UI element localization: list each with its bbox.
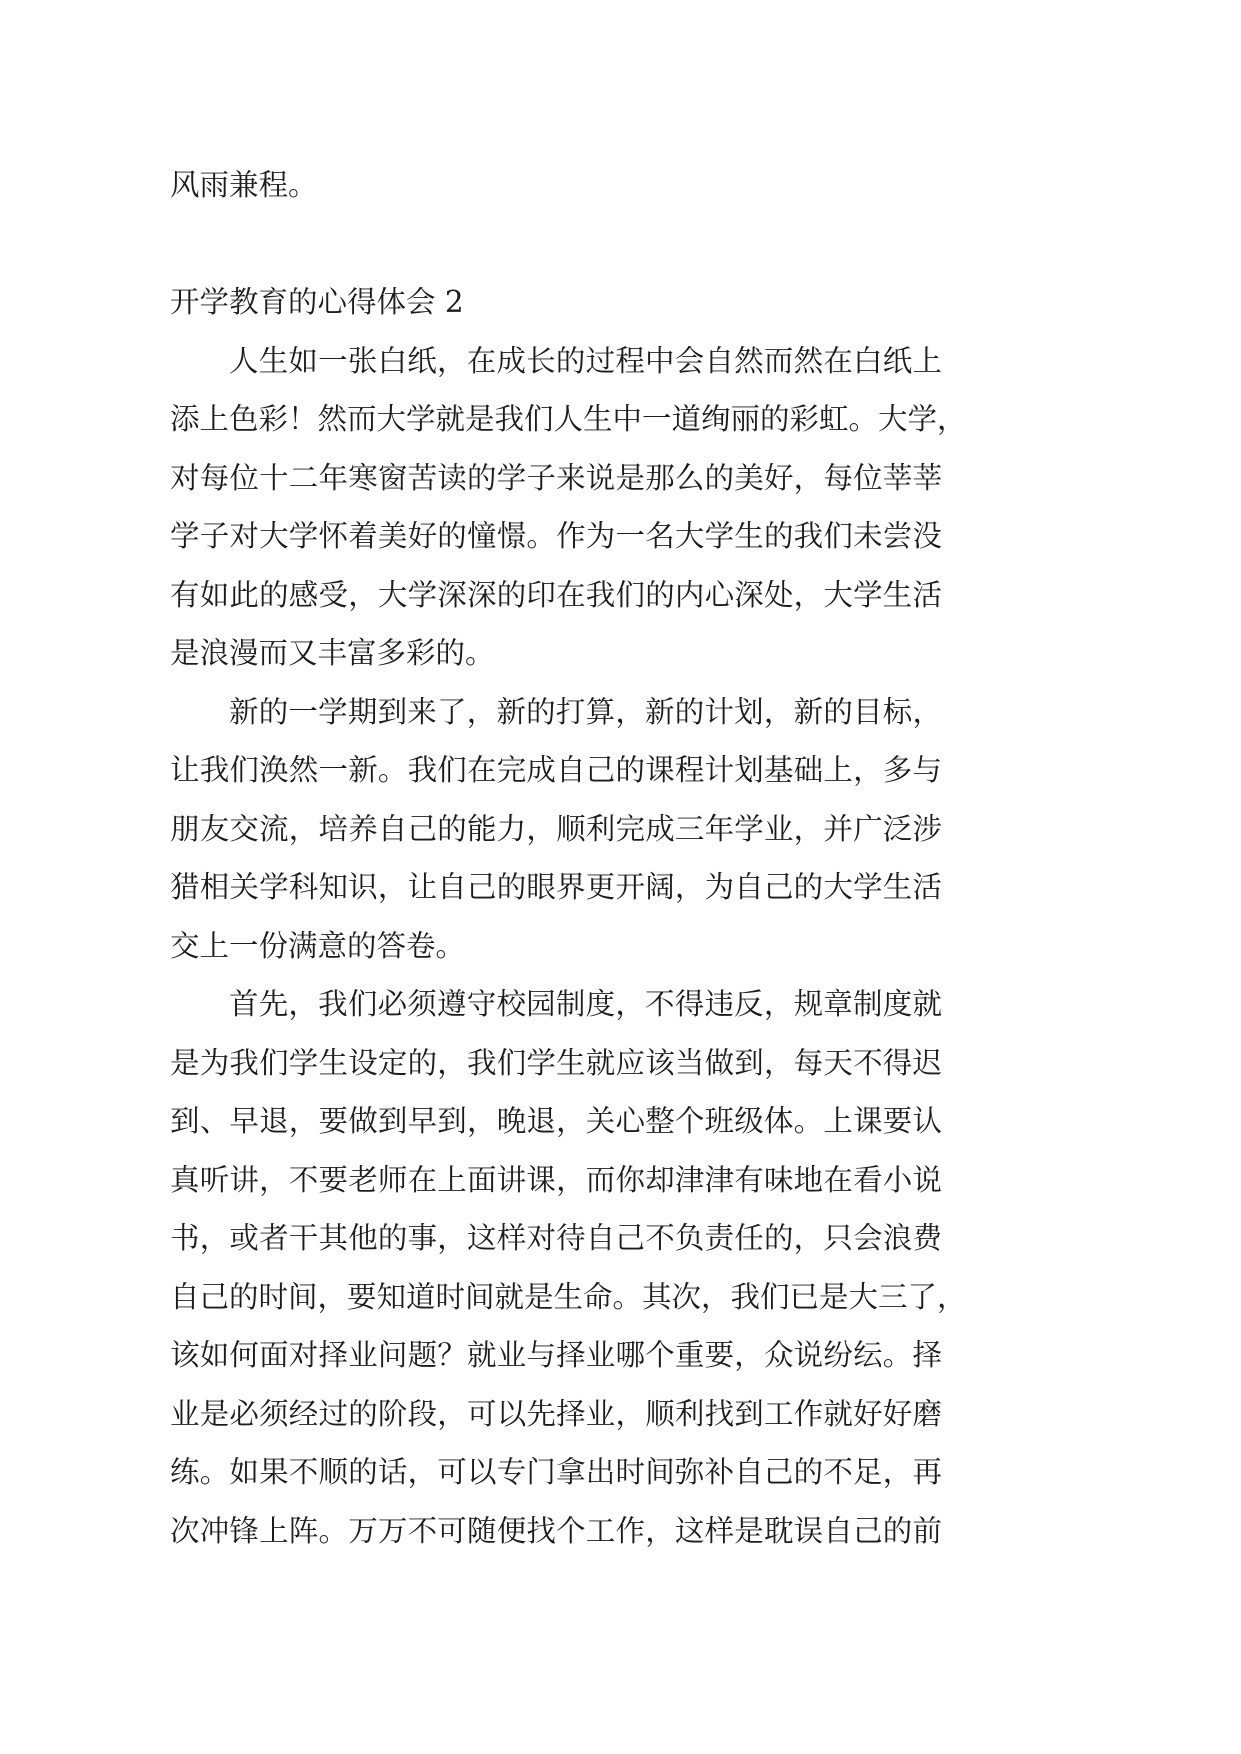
paragraph-line: 业是必须经过的阶段，可以先择业，顺利找到工作就好好磨 — [170, 1396, 942, 1431]
paragraph-line: 猎相关学科知识，让自己的眼界更开阔，为自己的大学生活 — [170, 870, 942, 904]
paragraph-line: 对每位十二年寒窗苦读的学子来说是那么的美好，每位莘莘 — [170, 460, 942, 495]
paragraph-line: 学子对大学怀着美好的憧憬。作为一名大学生的我们未尝没 — [170, 519, 942, 553]
paragraph-line: 次冲锋上阵。万万不可随便找个工作，这样是耽误自己的前 — [170, 1513, 942, 1548]
document-body — [170, 156, 970, 1560]
paragraph-line: 有如此的感受，大学深深的印在我们的内心深处，大学生活 — [170, 577, 942, 612]
paragraph-2 — [170, 683, 970, 976]
blank-line — [170, 215, 970, 274]
continued-text-line: 风雨兼程。 — [170, 168, 318, 202]
paragraph-line: 首先，我们必须遵守校园制度，不得违反，规章制度就 — [229, 987, 942, 1021]
paragraph-line: 是为我们学生设定的，我们学生就应该当做到，每天不得迟 — [170, 1045, 942, 1080]
paragraph-line: 到、早退，要做到早到，晚退，关心整个班级体。上课要认 — [170, 1104, 942, 1138]
paragraph-line: 自己的时间，要知道时间就是生命。其次，我们已是大三了， — [170, 1279, 967, 1314]
paragraph-1 — [170, 332, 970, 683]
paragraph-line: 交上一份满意的答卷。 — [170, 928, 466, 963]
paragraph-line: 让我们涣然一新。我们在完成自己的课程计划基础上，多与 — [170, 753, 942, 787]
paragraph-line: 添上色彩！然而大学就是我们人生中一道绚丽的彩虹。大学， — [170, 402, 967, 436]
paragraph-line: 该如何面对择业问题？就业与择业哪个重要，众说纷纭。择 — [170, 1338, 942, 1372]
paragraph-line: 练。如果不顺的话，可以专门拿出时间弥补自己的不足，再 — [170, 1455, 942, 1489]
paragraph-line: 是浪漫而又丰富多彩的。 — [170, 636, 495, 670]
section-heading: 开学教育的心得体会 2 — [170, 285, 464, 319]
paragraph-line: 真听讲，不要老师在上面讲课，而你却津津有味地在看小说 — [170, 1162, 942, 1197]
paragraph-line: 书，或者干其他的事，这样对待自己不负责任的，只会浪费 — [170, 1221, 942, 1255]
paragraph-line: 朋友交流，培养自己的能力，顺利完成三年学业，并广泛涉 — [170, 811, 942, 846]
paragraph-line: 新的一学期到来了，新的打算，新的计划，新的目标， — [229, 694, 942, 729]
paragraph-line: 人生如一张白纸，在成长的过程中会自然而然在白纸上 — [229, 343, 942, 378]
paragraph-3 — [170, 975, 970, 1560]
